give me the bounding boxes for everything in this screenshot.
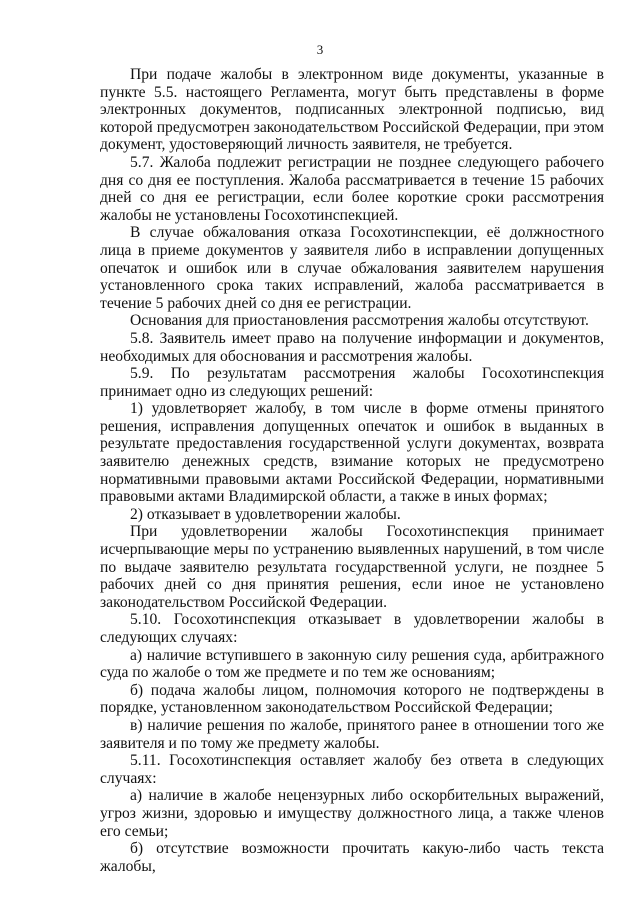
paragraph-5-10-refusal-cases: 5.10. Госохотинспекция отказывает в удовлетворении жалобы в следующих случаях: — [100, 611, 604, 646]
paragraph-no-suspension: Основания для приостановления рассмотрения жалобы отсутствуют. — [130, 312, 589, 330]
list-item-decision-2: 2) отказывает в удовлетворении жалобы. — [130, 505, 401, 523]
list-item-no-answer-b: б) отсутствие возможности прочитать какую-либо часть текста жалобы, — [100, 840, 604, 875]
list-item-no-answer-a: а) наличие в жалобе нецензурных либо оскорбительных выражений, угроз жизни, здоровью и имуществу должностного лица, а также членов его семьи; — [100, 787, 604, 840]
list-item-refusal-a: а) наличие вступившего в законную силу решения суда, арбитражного суда по жалобе о том же предмете и по тем же основаниям; — [100, 646, 604, 682]
list-item-refusal-b: б) подача жалобы лицом, полномочия которого не подтверждены в порядке, установленном законодательством Российской Федерации; — [100, 681, 604, 717]
paragraph-refusal-appeal: В случае обжалования отказа Госохотинспекции, её должностного лица в приеме документов у заявителя либо в исправлении допущенных опечаток и ошибок или в случае обжалования заявителем нарушения установленного срока таких исправлений, жалоба рассматривается в течение 5 рабочих дней со дня ее регистрации. — [100, 224, 604, 312]
paragraph-5-8-applicant-rights: 5.8. Заявитель имеет право на получение информации и документов, необходимых для обоснования и рассмотрения жалобы. — [100, 329, 604, 365]
document-body — [100, 66, 604, 875]
page-number: 3 — [316, 42, 324, 57]
list-item-refusal-c: в) наличие решения по жалобе, принятого ранее в отношении того же заявителя и по тому же предмету жалобы. — [100, 716, 604, 752]
paragraph-5-7-registration: 5.7. Жалоба подлежит регистрации не позднее следующего рабочего дня со дня ее поступления. Жалоба рассматривается в течение 15 рабочих дней со дня ее регистрации, если более короткие сроки рассмотрения жалобы не установлены Госохотинспекцией. — [100, 153, 604, 224]
list-item-decision-1: 1) удовлетворяет жалобу, в том числе в форме отмены принятого решения, исправления допущенных опечаток и ошибок в выданных в результате предоставления государственной услуги документах, возврата заявителю денежных средств, взимание которых не предусмотрено нормативными правовыми актами Российской Федерации, нормативными правовыми актами Владимирской области, а также в иных формах; — [100, 400, 604, 506]
paragraph-electronic-submission: При подаче жалобы в электронном виде документы, указанные в пункте 5.5. настоящего Регламента, могут быть представлены в форме электронных документов, подписанных электронной подписью, вид которой предусмотрен законодательством Российской Федерации, при этом документ, удостоверяющий личность заявителя, не требуется. — [100, 66, 604, 154]
paragraph-satisfaction-measures: При удовлетворении жалобы Госохотинспекция принимает исчерпывающие меры по устранению выявленных нарушений, в том числе по выдаче заявителю результата государственной услуги, не позднее 5 рабочих дней со дня принятия решения, если иное не установлено законодательством Российской Федерации. — [100, 523, 604, 611]
paragraph-5-11-no-answer-cases: 5.11. Госохотинспекция оставляет жалобу без ответа в следующих случаях: — [100, 752, 604, 787]
paragraph-5-9-decisions: 5.9. По результатам рассмотрения жалобы Госохотинспекция принимает одно из следующих решений: — [100, 365, 604, 400]
